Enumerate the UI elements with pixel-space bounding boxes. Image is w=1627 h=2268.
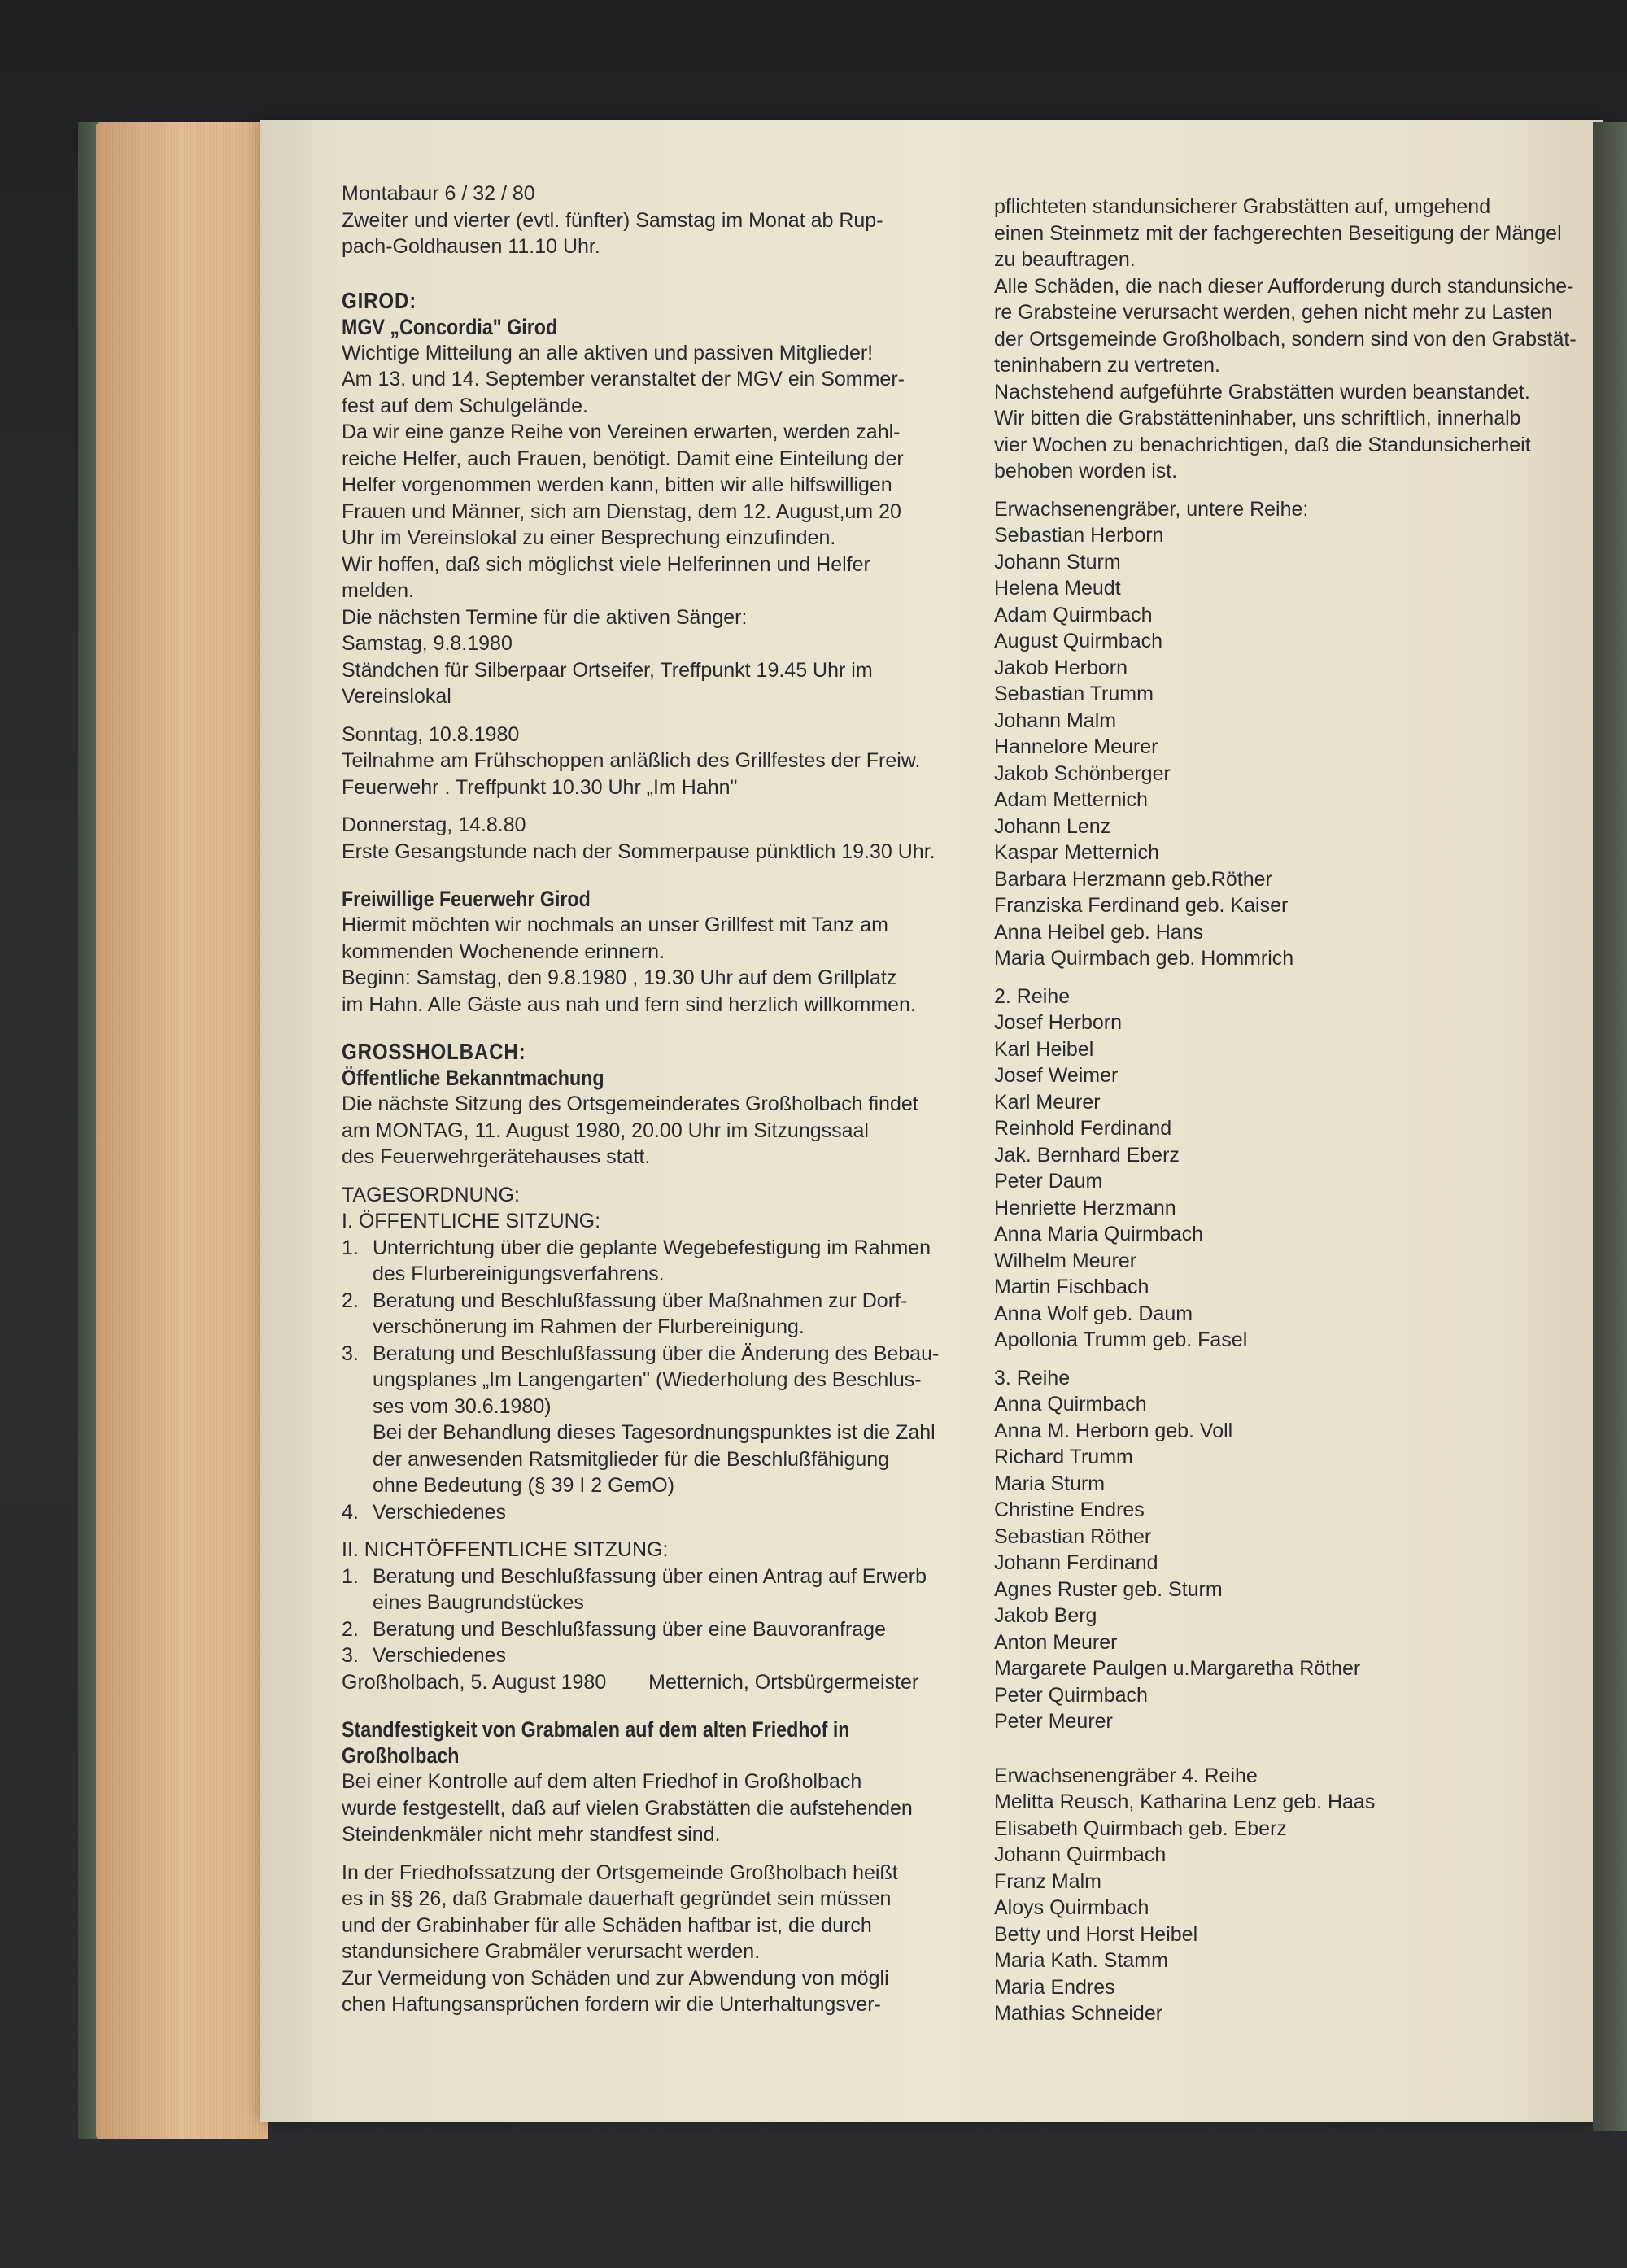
agenda-item xyxy=(342,1564,960,1616)
standfestigkeit-para2 xyxy=(342,1860,960,2018)
text-line: In der Friedhofssatzung der Ortsgemeinde Großholbach heißt xyxy=(342,1860,898,1884)
agenda-item xyxy=(342,1341,960,1499)
text-line: Samstag, 9.8.1980 xyxy=(342,632,513,655)
item-number: 3. xyxy=(342,1341,359,1365)
page-edges xyxy=(96,122,268,2139)
public-session-title: I. ÖFFENTLICHE SITZUNG: xyxy=(342,1210,601,1232)
text-line: Donnerstag, 14.8.80 xyxy=(342,813,526,836)
grave-name: Johann Ferdinand xyxy=(994,1551,1158,1574)
grave-name: Helena Meudt xyxy=(994,577,1121,600)
item-line: ses vom 30.6.1980) xyxy=(373,1394,552,1418)
agenda-item xyxy=(342,1288,960,1341)
public-agenda-list xyxy=(342,1235,960,1526)
item-number: 3. xyxy=(342,1644,359,1667)
text-line: Hiermit möchten wir nochmals an unser Grillfest mit Tanz am xyxy=(342,914,888,936)
item-line: Bei der Behandlung dieses Tagesordnungspunktes ist die Zahl xyxy=(373,1421,936,1444)
grave-name: Jakob Berg xyxy=(994,1604,1097,1627)
girod-heading: GIROD: xyxy=(342,287,417,313)
grave-name: Kaspar Metternich xyxy=(994,841,1159,864)
grave-name: Maria Kath. Stamm xyxy=(994,1949,1168,1972)
signature-name: Metternich, Ortsbürgermeister xyxy=(648,1670,919,1694)
text-line: standunsichere Grabmäler verursacht werden. xyxy=(342,1940,761,1963)
text-line: Uhr im Vereinslokal zu einer Besprechung einzufinden. xyxy=(342,526,836,549)
grave-name: Jakob Herborn xyxy=(994,656,1128,679)
text-line: Bei einer Kontrolle auf dem alten Friedhof in Großholbach xyxy=(342,1770,862,1793)
grave-name: Betty und Horst Heibel xyxy=(994,1922,1198,1946)
row2-list xyxy=(994,1010,1596,1354)
row2-title: 2. Reihe xyxy=(994,984,1071,1008)
text-line: Vereinslokal xyxy=(342,685,451,708)
standfestigkeit-heading: Standfestigkeit von Grabmalen auf dem alten Friedhof in xyxy=(342,1717,850,1742)
text-line: Alle Schäden, die nach dieser Aufforderung durch standunsiche- xyxy=(994,274,1574,298)
text-line: re Grabsteine verursacht werden, gehen nicht mehr zu Lasten xyxy=(994,301,1553,324)
grave-name: Wilhelm Meurer xyxy=(994,1249,1137,1272)
mgv-concordia-heading: MGV „Concordia" Girod xyxy=(342,314,558,339)
girod-text xyxy=(342,340,960,710)
intro-line: Montabaur 6 / 32 / 80 xyxy=(342,182,535,205)
grave-name: Apollonia Trumm geb. Fasel xyxy=(994,1328,1248,1351)
grave-name: Peter Daum xyxy=(994,1170,1103,1193)
grave-name: Aloys Quirmbach xyxy=(994,1896,1149,1919)
item-line: der anwesenden Ratsmitglieder für die Beschlußfähigung xyxy=(373,1447,890,1471)
text-line: Beginn: Samstag, den 9.8.1980 , 19.30 Uhr auf dem Grillplatz xyxy=(342,966,897,989)
grave-name: Anna Heibel geb. Hans xyxy=(994,920,1204,944)
item-line: des Flurbereinigungsverfahrens. xyxy=(373,1263,665,1285)
grave-name: Anna Wolf geb. Daum xyxy=(994,1302,1193,1325)
text-line: Nachstehend aufgeführte Grabstätten wurden beanstandet. xyxy=(994,380,1530,403)
grave-name: Agnes Ruster geb. Sturm xyxy=(994,1577,1223,1601)
text-line: am MONTAG, 11. August 1980, 20.00 Uhr im Sitzungssaal xyxy=(342,1119,869,1142)
item-line: Unterrichtung über die geplante Wegebefestigung im Rahmen xyxy=(373,1236,931,1259)
text-line: Sonntag, 10.8.1980 xyxy=(342,722,520,746)
grave-name: Anna Maria Quirmbach xyxy=(994,1223,1204,1245)
bekanntmachung-heading: Öffentliche Bekanntmachung xyxy=(342,1066,604,1090)
text-line: Zur Vermeidung von Schäden und zur Abwendung von mögli xyxy=(342,1966,889,1990)
row3-list xyxy=(994,1391,1596,1735)
intro-block xyxy=(342,181,960,260)
item-number: 2. xyxy=(342,1289,359,1312)
grave-name: Richard Trumm xyxy=(994,1446,1133,1468)
text-line: Erste Gesangstunde nach der Sommerpause pünktlich 19.30 Uhr. xyxy=(342,840,936,863)
grave-name: Maria Quirmbach geb. Hommrich xyxy=(994,947,1294,970)
feuerwehr-heading: Freiwillige Feuerwehr Girod xyxy=(342,887,591,911)
grave-name: August Quirmbach xyxy=(994,630,1163,652)
grave-name: Johann Lenz xyxy=(994,814,1111,838)
text-line: Frauen und Männer, sich am Dienstag, dem 12. August,um 20 xyxy=(342,499,901,523)
text-line: zu beauftragen. xyxy=(994,248,1136,271)
grave-name: Josef Herborn xyxy=(994,1011,1123,1034)
text-line: des Feuerwehrgerätehauses statt. xyxy=(342,1145,651,1168)
text-line: chen Haftungsansprüchen fordern wir die Unterhaltungsver- xyxy=(342,1993,881,2016)
text-line: Ständchen für Silberpaar Ortseifer, Treffpunkt 19.45 Uhr im xyxy=(342,658,873,682)
row1-list xyxy=(994,522,1596,972)
grave-name: Sebastian Herborn xyxy=(994,524,1164,547)
text-line: pflichteten standunsicherer Grabstätten auf, umgehend xyxy=(994,195,1491,218)
text-line: behoben worden ist. xyxy=(994,460,1178,482)
row4-list xyxy=(994,1789,1596,2027)
grave-name: Johann Sturm xyxy=(994,550,1121,574)
grave-name: Anna M. Herborn geb. Voll xyxy=(994,1419,1233,1442)
agenda-title: TAGESORDNUNG: xyxy=(342,1183,520,1206)
text-line: Helfer vorgenommen werden kann, bitten wir alle hilfswilligen xyxy=(342,473,892,496)
standfestigkeit-heading: Großholbach xyxy=(342,1743,460,1768)
text-line: melden. xyxy=(342,579,414,602)
left-column xyxy=(342,181,960,2018)
agenda-item xyxy=(342,1235,960,1288)
item-line: Beratung und Beschlußfassung über einen Antrag auf Erwerb xyxy=(373,1564,927,1588)
grave-name: Peter Meurer xyxy=(994,1710,1113,1733)
signature-place: Großholbach, 5. August 1980 xyxy=(342,1670,607,1694)
grave-name: Sebastian Röther xyxy=(994,1524,1152,1548)
intro-line: Zweiter und vierter (evtl. fünfter) Samstag im Monat ab Rup- xyxy=(342,208,883,232)
text-line: Teilnahme am Frühschoppen anläßlich des Grillfestes der Freiw. xyxy=(342,749,921,772)
grave-name: Martin Fischbach xyxy=(994,1276,1149,1298)
grave-name: Maria Endres xyxy=(994,1975,1115,1999)
item-number: 1. xyxy=(342,1236,359,1259)
row1-title: Erwachsenengräber, untere Reihe: xyxy=(994,497,1309,521)
text-line: Die nächste Sitzung des Ortsgemeinderates Großholbach findet xyxy=(342,1093,918,1115)
text-line: es in §§ 26, daß Grabmale dauerhaft gegründet sein müssen xyxy=(342,1887,892,1910)
grave-name: Mathias Schneider xyxy=(994,2002,1163,2025)
book-cover-edge xyxy=(1593,122,1627,2131)
text-line: und der Grabinhaber für alle Schäden haftbar ist, die durch xyxy=(342,1913,872,1937)
grave-name: Henriette Herzmann xyxy=(994,1196,1176,1219)
grave-name: Anna Quirmbach xyxy=(994,1393,1147,1415)
grave-name: Anton Meurer xyxy=(994,1630,1118,1654)
text-line: Am 13. und 14. September veranstaltet der MGV ein Sommer- xyxy=(342,368,905,390)
private-agenda-list xyxy=(342,1564,960,1669)
intro-line: pach-Goldhausen 11.10 Uhr. xyxy=(342,235,600,258)
text-line: vier Wochen zu benachrichtigen, daß die Standunsicherheit xyxy=(994,433,1531,456)
continuation-text xyxy=(994,194,1596,485)
text-line: kommenden Wochenende erinnern. xyxy=(342,940,665,963)
grave-name: Josef Weimer xyxy=(994,1064,1119,1087)
grave-name: Maria Sturm xyxy=(994,1472,1106,1495)
grave-name: Adam Quirmbach xyxy=(994,603,1153,626)
item-line: Verschiedenes xyxy=(373,1500,507,1524)
grossholbach-heading: GROSSHOLBACH: xyxy=(342,1039,526,1064)
item-line: Beratung und Beschlußfassung über Maßnahmen zur Dorf- xyxy=(373,1289,908,1312)
text-line: fest auf dem Schulgelände. xyxy=(342,394,588,417)
grave-name: Franziska Ferdinand geb. Kaiser xyxy=(994,894,1289,917)
grave-name: Melitta Reusch, Katharina Lenz geb. Haas xyxy=(994,1790,1376,1813)
grave-name: Franz Malm xyxy=(994,1869,1101,1893)
agenda-item xyxy=(342,1616,960,1643)
row3-title: 3. Reihe xyxy=(994,1366,1071,1389)
grave-name: Sebastian Trumm xyxy=(994,683,1154,705)
text-line: im Hahn. Alle Gäste aus nah und fern sind herzlich willkommen. xyxy=(342,992,916,1016)
item-line: Verschiedenes xyxy=(373,1644,507,1667)
item-number: 4. xyxy=(342,1500,359,1524)
grave-name: Johann Quirmbach xyxy=(994,1843,1167,1866)
agenda-item xyxy=(342,1642,960,1669)
text-line: Wichtige Mitteilung an alle aktiven und passiven Mitglieder! xyxy=(342,341,874,364)
grave-name: Karl Heibel xyxy=(994,1037,1094,1061)
grave-name: Barbara Herzmann geb.Röther xyxy=(994,867,1272,891)
sunday-block xyxy=(342,722,960,801)
right-column xyxy=(994,194,1596,2027)
grave-name: Karl Meurer xyxy=(994,1090,1101,1114)
grave-name: Elisabeth Quirmbach geb. Eberz xyxy=(994,1817,1287,1840)
text-line: Steindenkmäler nicht mehr standfest sind. xyxy=(342,1823,721,1846)
item-line: verschönerung im Rahmen der Flurbereinigung. xyxy=(373,1315,805,1338)
item-line: ohne Bedeutung (§ 39 I 2 GemO) xyxy=(373,1474,675,1497)
text-line: der Ortsgemeinde Großholbach, sondern sind von den Grabstät- xyxy=(994,327,1577,351)
item-number: 1. xyxy=(342,1564,359,1588)
text-line: Die nächsten Termine für die aktiven Sänger: xyxy=(342,605,748,629)
grave-name: Christine Endres xyxy=(994,1498,1145,1521)
text-line: Wir bitten die Grabstätteninhaber, uns schriftlich, innerhalb xyxy=(994,407,1521,430)
grave-name: Johann Malm xyxy=(994,709,1117,732)
meeting-intro xyxy=(342,1091,960,1171)
grave-name: Adam Metternich xyxy=(994,788,1148,811)
grave-name: Peter Quirmbach xyxy=(994,1683,1148,1707)
text-line: teninhabern zu vertreten. xyxy=(994,354,1220,377)
item-line: Beratung und Beschlußfassung über die Änderung des Bebau- xyxy=(373,1341,940,1365)
grave-name: Margarete Paulgen u.Margaretha Röther xyxy=(994,1657,1361,1680)
private-session-title: II. NICHTÖFFENTLICHE SITZUNG: xyxy=(342,1538,669,1561)
item-number: 2. xyxy=(342,1617,359,1641)
text-line: Feuerwehr . Treffpunkt 10.30 Uhr „Im Hahn" xyxy=(342,775,738,799)
row4-title: Erwachsenengräber 4. Reihe xyxy=(994,1764,1258,1787)
text-line: Da wir eine ganze Reihe von Vereinen erwarten, werden zahl- xyxy=(342,421,901,443)
text-line: einen Steinmetz mit der fachgerechten Beseitigung der Mängel xyxy=(994,221,1562,245)
signature-line xyxy=(342,1669,960,1696)
feuerwehr-text xyxy=(342,912,960,1018)
standfestigkeit-para1 xyxy=(342,1769,960,1848)
item-line: ungsplanes „Im Langengarten" (Wiederholung des Beschlus- xyxy=(373,1368,922,1391)
item-line: eines Baugrundstückes xyxy=(373,1591,584,1614)
agenda-item xyxy=(342,1499,960,1526)
text-line: reiche Helfer, auch Frauen, benötigt. Damit eine Einteilung der xyxy=(342,447,904,470)
text-line: wurde festgestellt, daß auf vielen Grabstätten die aufstehenden xyxy=(342,1796,913,1820)
text-line: Wir hoffen, daß sich möglichst viele Helferinnen und Helfer xyxy=(342,552,870,576)
item-line: Beratung und Beschlußfassung über eine Bauvoranfrage xyxy=(373,1617,886,1641)
thursday-block xyxy=(342,812,960,865)
grave-name: Hannelore Meurer xyxy=(994,735,1158,758)
grave-name: Jakob Schönberger xyxy=(994,761,1171,785)
grave-name: Reinhold Ferdinand xyxy=(994,1117,1172,1140)
grave-name: Jak. Bernhard Eberz xyxy=(994,1143,1180,1167)
